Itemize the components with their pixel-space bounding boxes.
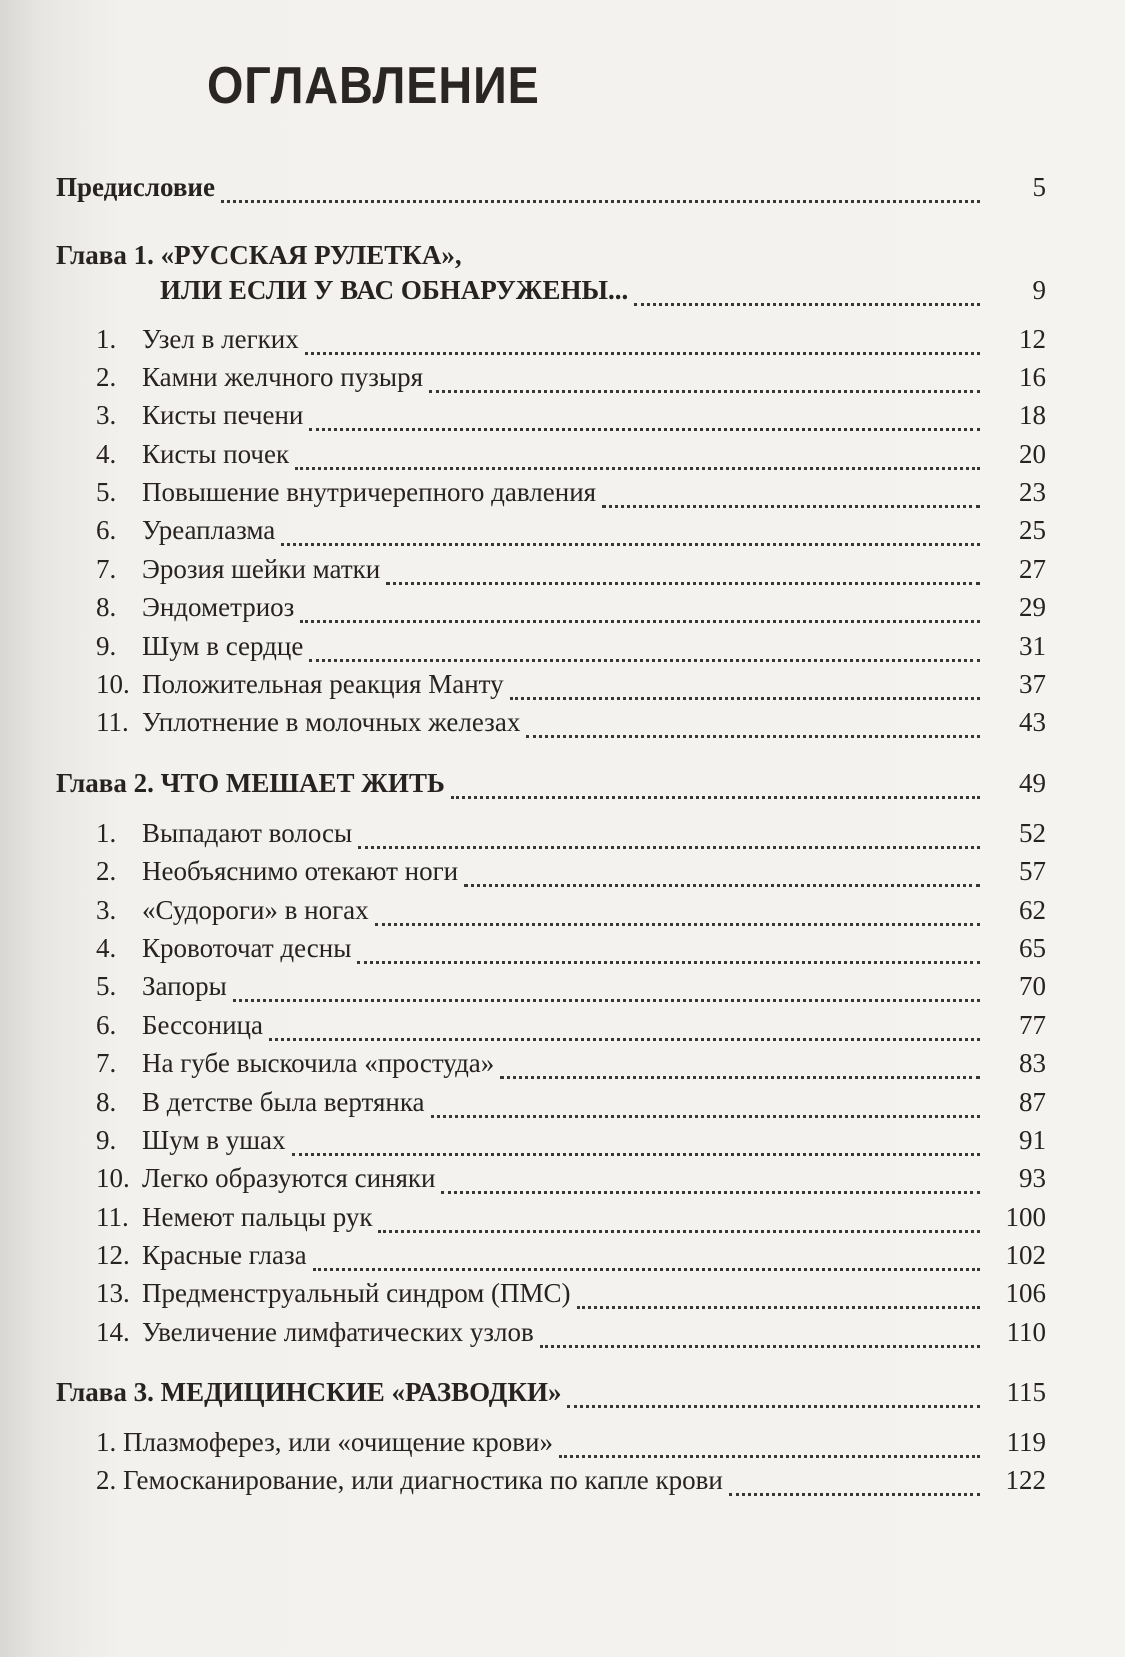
toc-entry-page: 29 [1019, 592, 1046, 622]
toc-entry-label: Запоры [142, 971, 227, 1001]
toc-entry-number: 8. [96, 1087, 117, 1117]
toc-entry-label: 2. Гемосканирование, или диагностика по капле крови [96, 1465, 723, 1495]
toc-entry-label: Выпадают волосы [142, 818, 353, 848]
toc-entry-number: 4. [96, 933, 117, 963]
dot-leader [221, 200, 980, 203]
toc-entry-page: 106 [1005, 1278, 1046, 1308]
dot-leader [357, 961, 980, 964]
toc-entry-label: Бессоница [142, 1010, 263, 1040]
toc-entry[interactable] [96, 1087, 1046, 1127]
toc-entry-label: Предменструальный синдром (ПМС) [142, 1278, 571, 1308]
toc-entry-number: 10. [96, 669, 130, 699]
dot-leader [602, 505, 980, 508]
chapter-title-line-1: «РУССКАЯ РУЛЕТКА», [160, 240, 462, 270]
toc-entry-page: 102 [1005, 1240, 1046, 1270]
toc-entry-number: 7. [96, 1048, 117, 1078]
toc-entry-number: 12. [96, 1240, 130, 1270]
toc-entry[interactable] [96, 1427, 1046, 1467]
toc-entry-page: 110 [1006, 1317, 1046, 1347]
toc-entry-label: Необъяснимо отекают ноги [142, 856, 459, 886]
dot-leader [441, 1191, 980, 1194]
toc-entry-page: 23 [1019, 477, 1046, 507]
toc-entry-label: Уреаплазма [142, 515, 276, 545]
dot-leader [375, 923, 980, 926]
toc-entry-page: 25 [1019, 515, 1046, 545]
toc-entry-page: 16 [1019, 362, 1046, 392]
toc-entry[interactable] [96, 818, 1046, 858]
toc-chapter-1[interactable] [160, 275, 1046, 315]
toc-entry-number: 14. [96, 1317, 130, 1347]
toc-entry-number: 9. [96, 631, 117, 661]
toc-entry-label: Красные глаза [142, 1240, 307, 1270]
toc-entry-number: 11. [96, 707, 129, 737]
toc-entry-label: Легко образуются синяки [142, 1163, 436, 1193]
chapter-prefix: Глава 1. [56, 240, 154, 270]
toc-entry-number: 9. [96, 1125, 117, 1155]
dot-leader [313, 1268, 980, 1271]
dot-leader [233, 999, 980, 1002]
toc-entry-number: 6. [96, 515, 117, 545]
dot-leader [386, 582, 980, 585]
dot-leader [451, 796, 980, 799]
toc-entry-page: 57 [1019, 856, 1046, 886]
dot-leader [300, 620, 980, 623]
toc-entry[interactable] [96, 631, 1046, 671]
dot-leader [634, 303, 980, 306]
toc-entry[interactable] [96, 1465, 1046, 1505]
toc-entry-number: 5. [96, 477, 117, 507]
dot-leader [540, 1345, 980, 1348]
toc-entry-page: 5 [1032, 172, 1046, 202]
toc-entry-number: 8. [96, 592, 117, 622]
toc-entry-label: Предисловие [56, 172, 215, 202]
toc-entry-page: 52 [1019, 818, 1046, 848]
toc-entry-label: Уплотнение в молочных железах [142, 707, 521, 737]
toc-entry[interactable] [96, 400, 1046, 440]
toc-entry[interactable] [96, 895, 1046, 935]
dot-leader [526, 735, 980, 738]
dot-leader [295, 467, 980, 470]
toc-entry[interactable] [96, 1278, 1046, 1318]
dot-leader [559, 1455, 980, 1458]
toc-entry-number: 4. [96, 439, 117, 469]
toc-entry-number: 3. [96, 895, 117, 925]
toc-entry-number: 2. [96, 856, 117, 886]
toc-entry[interactable] [96, 1202, 1046, 1242]
toc-entry-preface[interactable] [56, 172, 1046, 212]
toc-entry-label: Шум в сердце [142, 631, 304, 661]
toc-entry-label: Эрозия шейки матки [142, 554, 381, 584]
toc-entry-label: Кровоточат десны [142, 933, 352, 963]
toc-entry[interactable] [96, 1240, 1046, 1280]
toc-entry[interactable] [96, 1010, 1046, 1050]
toc-entry-number: 10. [96, 1163, 130, 1193]
toc-entry[interactable] [96, 1125, 1046, 1165]
page-title: ОГЛАВЛЕНИЕ [207, 57, 540, 115]
toc-entry[interactable] [96, 324, 1046, 364]
toc-entry-number: 11. [96, 1202, 129, 1232]
toc-entry-page: 43 [1019, 707, 1046, 737]
toc-entry[interactable] [96, 592, 1046, 632]
dot-leader [729, 1493, 980, 1496]
toc-entry-page: 70 [1019, 971, 1046, 1001]
toc-entry[interactable] [96, 1048, 1046, 1088]
dot-leader [281, 543, 980, 546]
toc-entry-label: Эндометриоз [142, 592, 295, 622]
dot-leader [510, 697, 980, 700]
toc-chapter-3[interactable] [56, 1377, 1046, 1417]
toc-entry-label: Глава 3. МЕДИЦИНСКИЕ «РАЗВОДКИ» [56, 1377, 562, 1407]
toc-entry[interactable] [96, 1163, 1046, 1203]
dot-leader [500, 1076, 980, 1079]
dot-leader [309, 428, 980, 431]
toc-entry[interactable] [96, 1317, 1046, 1357]
toc-entry-page: 122 [1005, 1465, 1046, 1495]
toc-entry-page: 31 [1019, 631, 1046, 661]
toc-entry-page: 20 [1019, 439, 1046, 469]
dot-leader [305, 352, 980, 355]
dot-leader [431, 1115, 980, 1118]
toc-entry-page: 37 [1019, 669, 1046, 699]
dot-leader [378, 1230, 980, 1233]
toc-entry-number: 6. [96, 1010, 117, 1040]
toc-entry-page: 119 [1006, 1427, 1046, 1457]
toc-entry-page: 93 [1019, 1163, 1046, 1193]
toc-entry[interactable] [96, 669, 1046, 709]
toc-entry-page: 65 [1019, 933, 1046, 963]
toc-entry-label: В детстве была вертянка [142, 1087, 425, 1117]
toc-entry-page: 115 [1006, 1377, 1046, 1407]
toc-entry-number: 7. [96, 554, 117, 584]
toc-entry-page: 49 [1019, 768, 1046, 798]
toc-chapter-2[interactable] [56, 768, 1046, 808]
toc-entry-page: 87 [1019, 1087, 1046, 1117]
toc-entry-page: 9 [1032, 275, 1046, 305]
dot-leader [269, 1038, 980, 1041]
toc-entry-label: Глава 2. ЧТО МЕШАЕТ ЖИТЬ [56, 768, 445, 798]
toc-entry-page: 77 [1019, 1010, 1046, 1040]
dot-leader [464, 884, 980, 887]
toc-entry-label: Немеют пальцы рук [142, 1202, 373, 1232]
toc-entry-label: Кисты печени [142, 400, 304, 430]
toc-entry[interactable] [96, 971, 1046, 1011]
toc-entry[interactable] [96, 554, 1046, 594]
toc-entry-label: «Судороги» в ногах [142, 895, 369, 925]
toc-entry-number: 1. [96, 324, 117, 354]
toc-entry[interactable] [96, 933, 1046, 973]
toc-entry-number: 5. [96, 971, 117, 1001]
toc-entry-number: 13. [96, 1278, 130, 1308]
toc-entry-label: Узел в легких [142, 324, 299, 354]
chapter-title-line-2: ИЛИ ЕСЛИ У ВАС ОБНАРУЖЕНЫ... [160, 275, 629, 305]
toc-entry-label: Шум в ушах [142, 1125, 286, 1155]
toc-entry-label: Положительная реакция Манту [142, 669, 504, 699]
dot-leader [577, 1306, 980, 1309]
toc-entry[interactable] [96, 439, 1046, 479]
toc-entry-page: 91 [1019, 1125, 1046, 1155]
toc-entry[interactable] [96, 856, 1046, 896]
toc-entry[interactable] [96, 707, 1046, 747]
toc-entry-label: Кисты почек [142, 439, 290, 469]
toc-entry[interactable] [96, 477, 1046, 517]
toc-entry-page: 62 [1019, 895, 1046, 925]
toc-chapter-1-heading[interactable] [56, 240, 462, 280]
dot-leader [358, 846, 980, 849]
toc-entry-page: 18 [1019, 400, 1046, 430]
dot-leader [309, 659, 980, 662]
toc-entry-page: 100 [1005, 1202, 1046, 1232]
toc-entry-number: 1. [96, 818, 117, 848]
dot-leader [429, 390, 980, 393]
toc-entry-page: 12 [1019, 324, 1046, 354]
toc-entry-label: Повышение внутричерепного давления [142, 477, 597, 507]
toc-entry-page: 27 [1019, 554, 1046, 584]
toc-entry[interactable] [96, 362, 1046, 402]
toc-entry-label: На губе выскочила «простуда» [142, 1048, 495, 1078]
toc-entry[interactable] [96, 515, 1046, 555]
toc-entry-label: 1. Плазмоферез, или «очищение крови» [96, 1427, 553, 1457]
dot-leader [567, 1405, 980, 1408]
toc-entry-number: 2. [96, 362, 117, 392]
toc-entry-label: Увеличение лимфатических узлов [142, 1317, 534, 1347]
dot-leader [292, 1153, 981, 1156]
toc-entry-label: Камни желчного пузыря [142, 362, 423, 392]
toc-entry-number: 3. [96, 400, 117, 430]
toc-entry-page: 83 [1019, 1048, 1046, 1078]
